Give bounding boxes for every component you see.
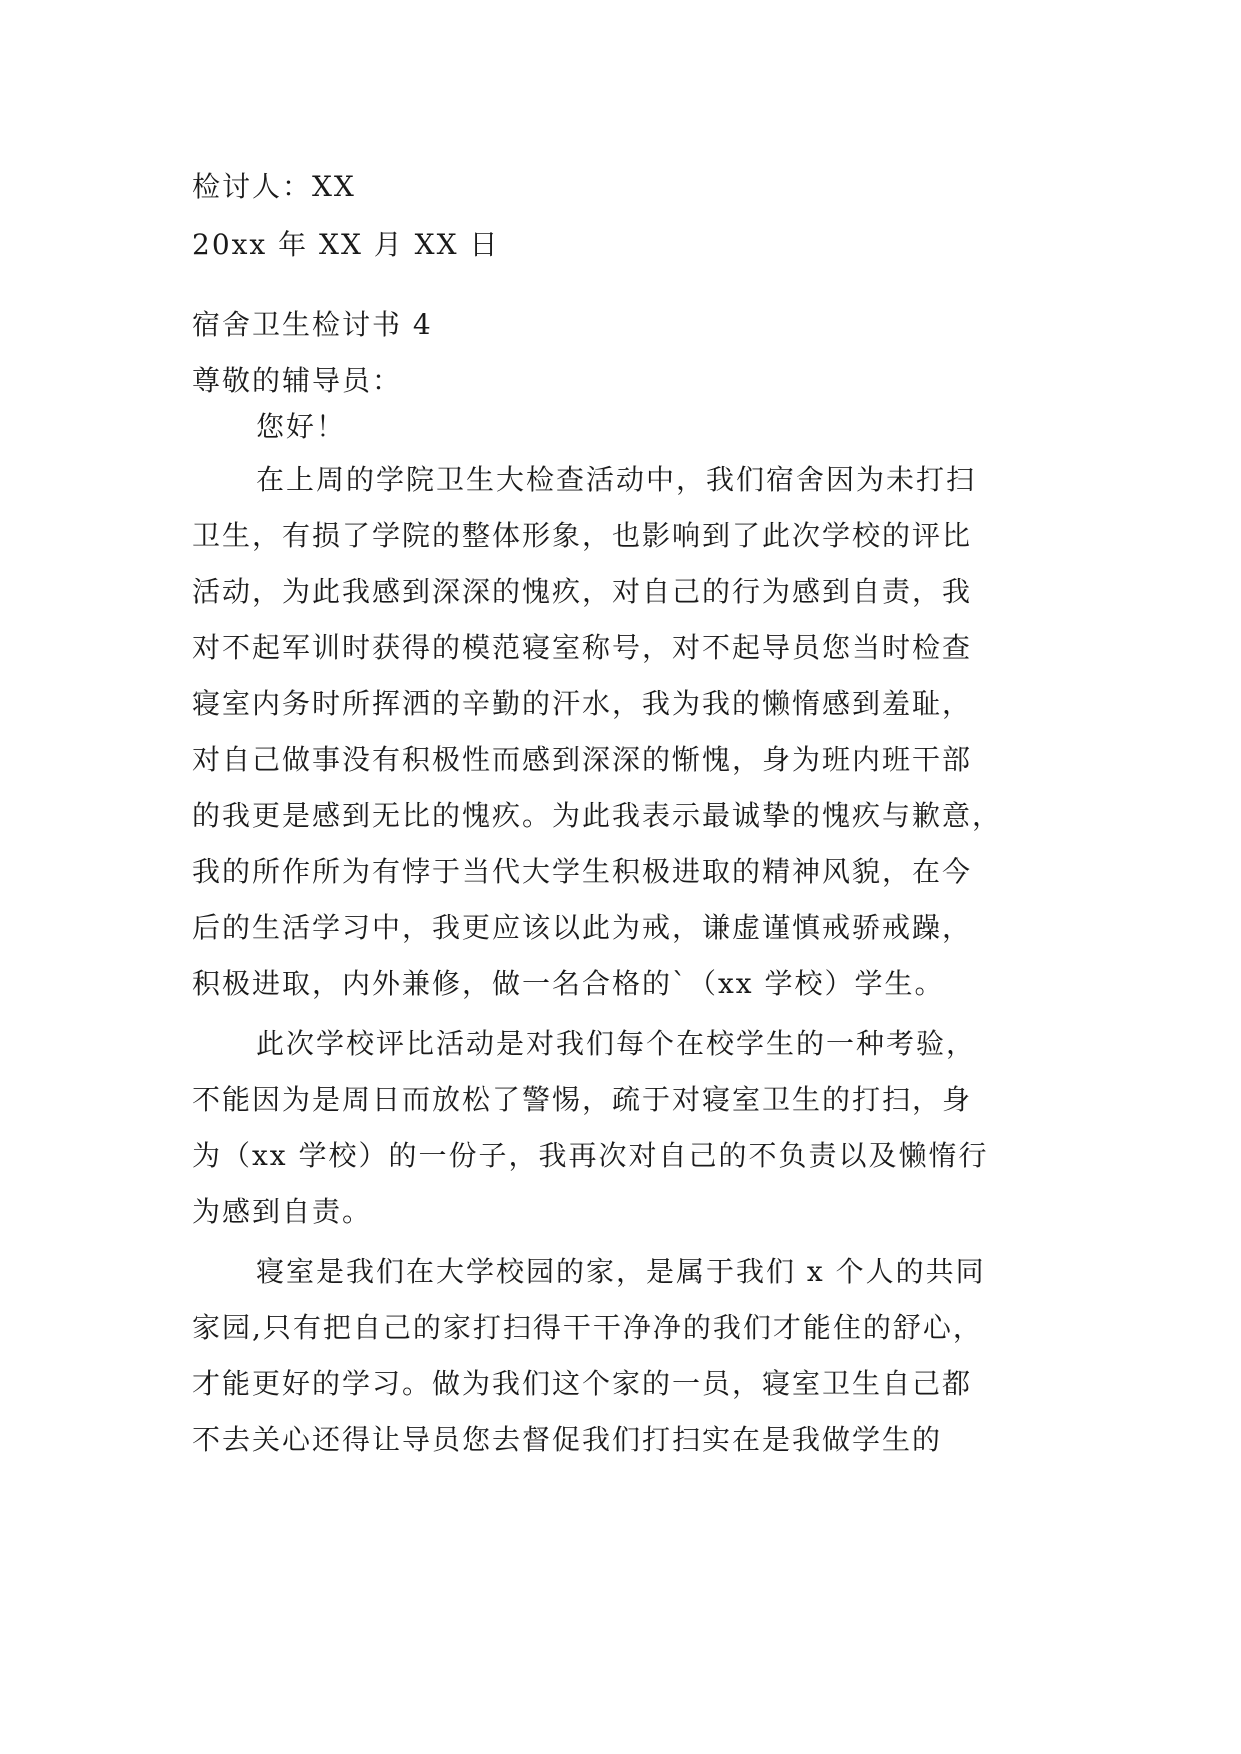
letter-title: 宿舍卫生检讨书 4 xyxy=(192,308,433,341)
body-line: 对自己做事没有积极性而感到深深的惭愧，身为班内班干部 xyxy=(192,743,973,776)
body-line: 活动，为此我感到深深的愧疚，对自己的行为感到自责，我 xyxy=(192,575,973,608)
body-line: 才能更好的学习。做为我们这个家的一员，寝室卫生自己都 xyxy=(192,1367,973,1400)
reviewer-signature: 检讨人：XX xyxy=(192,170,356,203)
body-line: 不去关心还得让导员您去督促我们打扫实在是我做学生的 xyxy=(192,1423,943,1456)
body-line: 寝室内务时所挥洒的辛勤的汗水，我为我的懒惰感到羞耻， xyxy=(192,687,973,720)
body-line: 家园,只有把自己的家打扫得干干净净的我们才能住的舒心， xyxy=(192,1311,983,1344)
body-line: 的我更是感到无比的愧疚。为此我表示最诚挚的愧疚与歉意， xyxy=(192,799,1003,832)
body-line: 此次学校评比活动是对我们每个在校学生的一种考验， xyxy=(256,1027,977,1060)
body-line: 为感到自责。 xyxy=(192,1195,373,1228)
greeting: 您好！ xyxy=(256,410,347,443)
body-line: 后的生活学习中，我更应该以此为戒，谦虚谨慎戒骄戒躁， xyxy=(192,911,973,944)
body-line: 我的所作所为有悖于当代大学生积极进取的精神风貌，在今 xyxy=(192,855,973,888)
body-line: 积极进取，内外兼修，做一名合格的`（xx 学校）学生。 xyxy=(192,967,945,1000)
signature-date: 20xx 年 XX 月 XX 日 xyxy=(192,228,500,261)
body-line: 对不起军训时获得的模范寝室称号，对不起导员您当时检查 xyxy=(192,631,973,664)
body-line: 寝室是我们在大学校园的家，是属于我们 x 个人的共同 xyxy=(256,1255,986,1288)
body-line: 不能因为是周日而放松了警惕，疏于对寝室卫生的打扫，身 xyxy=(192,1083,973,1116)
body-line: 在上周的学院卫生大检查活动中，我们宿舍因为未打扫 xyxy=(256,463,977,496)
body-line: 卫生，有损了学院的整体形象，也影响到了此次学校的评比 xyxy=(192,519,973,552)
salutation: 尊敬的辅导员： xyxy=(192,364,403,397)
body-line: 为（xx 学校）的一份子，我再次对自己的不负责以及懒惰行 xyxy=(192,1139,989,1172)
